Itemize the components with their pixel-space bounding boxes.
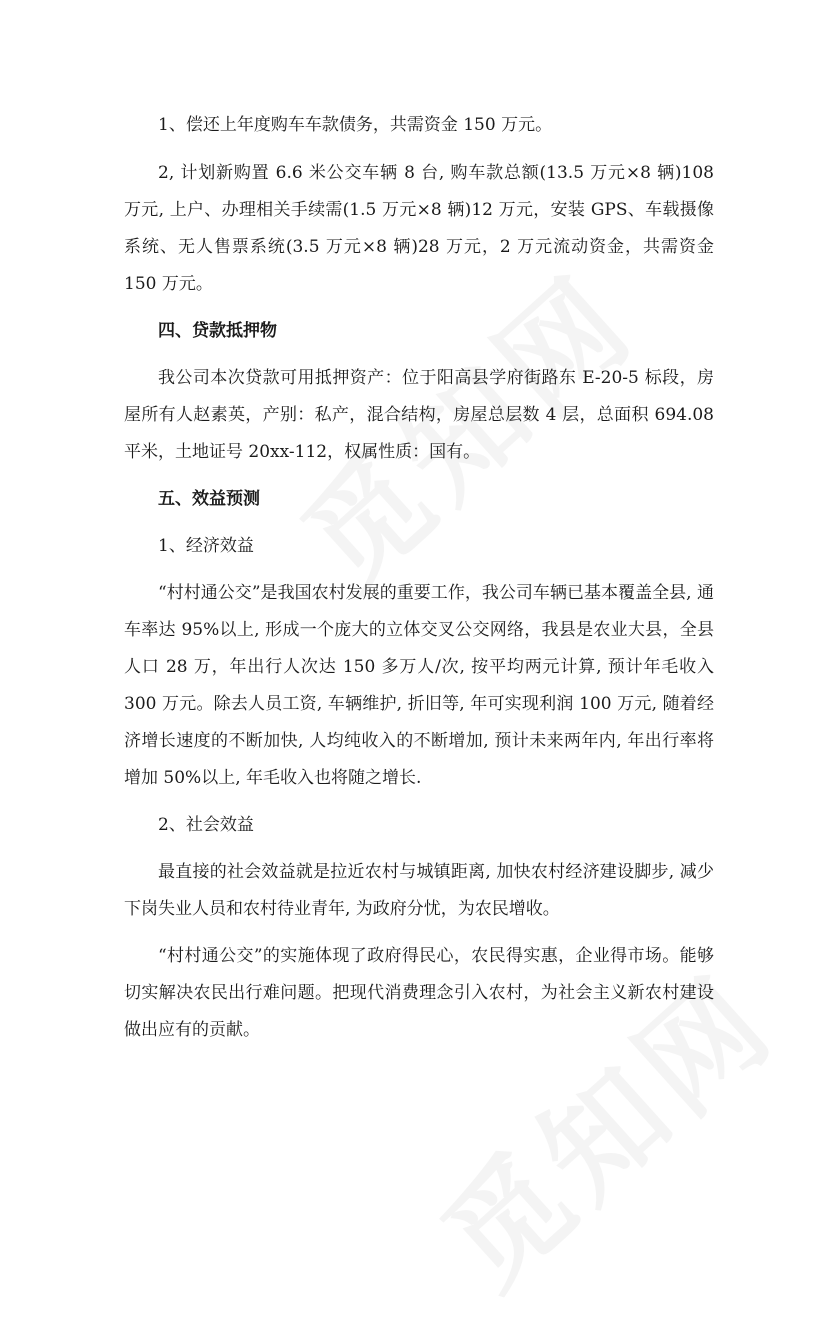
paragraph-collateral-assets: 我公司本次贷款可用抵押资产：位于阳高县学府街路东 E-20-5 标段，房屋所有人赵素英，产别：私产，混合结构，房屋总层数 4 层，总面积 694.08 平米，土地证号 20xx-112，权属性质：国有。 — [124, 368, 714, 462]
paragraph-social-benefit: 最直接的社会效益就是拉近农村与城镇距离, 加快农村经济建设脚步, 减少下岗失业人员和农村待业青年, 为政府分忧，为农民增收。 — [124, 862, 714, 919]
heading-benefit-forecast: 五、效益预测 — [158, 489, 260, 509]
subheading-social-benefit: 2、社会效益 — [158, 815, 254, 835]
paragraph-economic-benefit: “村村通公交”是我国农村发展的重要工作，我公司车辆已基本覆盖全县, 通车率达 95%以上, 形成一个庞大的立体交叉公交网络，我县是农业大县，全县人口 28 万，年出行人次达 150 多万人/次, 按平均两元计算, 预计年毛收入 300 万元。除去人员工资, 车辆维护, 折旧等, 年可实现利润 100 万元, 随着经济增长速度的不断加快, 人均纯收入的不断增加, 预计未来两年内, 年出行率将增加 50%以上, 年毛收入也将随之增长. — [124, 583, 714, 788]
paragraph-implementation-impact: “村村通公交”的实施体现了政府得民心，农民得实惠，企业得市场。能够切实解决农民出行难问题。把现代消费理念引入农村，为社会主义新农村建设做出应有的贡献。 — [124, 946, 714, 1040]
paragraph-new-buses: 2, 计划新购置 6.6 米公交车辆 8 台, 购车款总额(13.5 万元×8 辆)108 万元, 上户、办理相关手续需(1.5 万元×8 辆)12 万元，安装 GPS、车载摄像系统、无人售票系统(3.5 万元×8 辆)28 万元，2 万元流动资金，共需资金 150 万元。 — [124, 163, 714, 294]
paragraph-debt-repayment: 1、偿还上年度购车车款债务，共需资金 150 万元。 — [158, 115, 553, 135]
heading-collateral: 四、贷款抵押物 — [158, 321, 277, 341]
document-body — [124, 107, 714, 1059]
subheading-economic-benefit: 1、经济效益 — [158, 536, 254, 556]
